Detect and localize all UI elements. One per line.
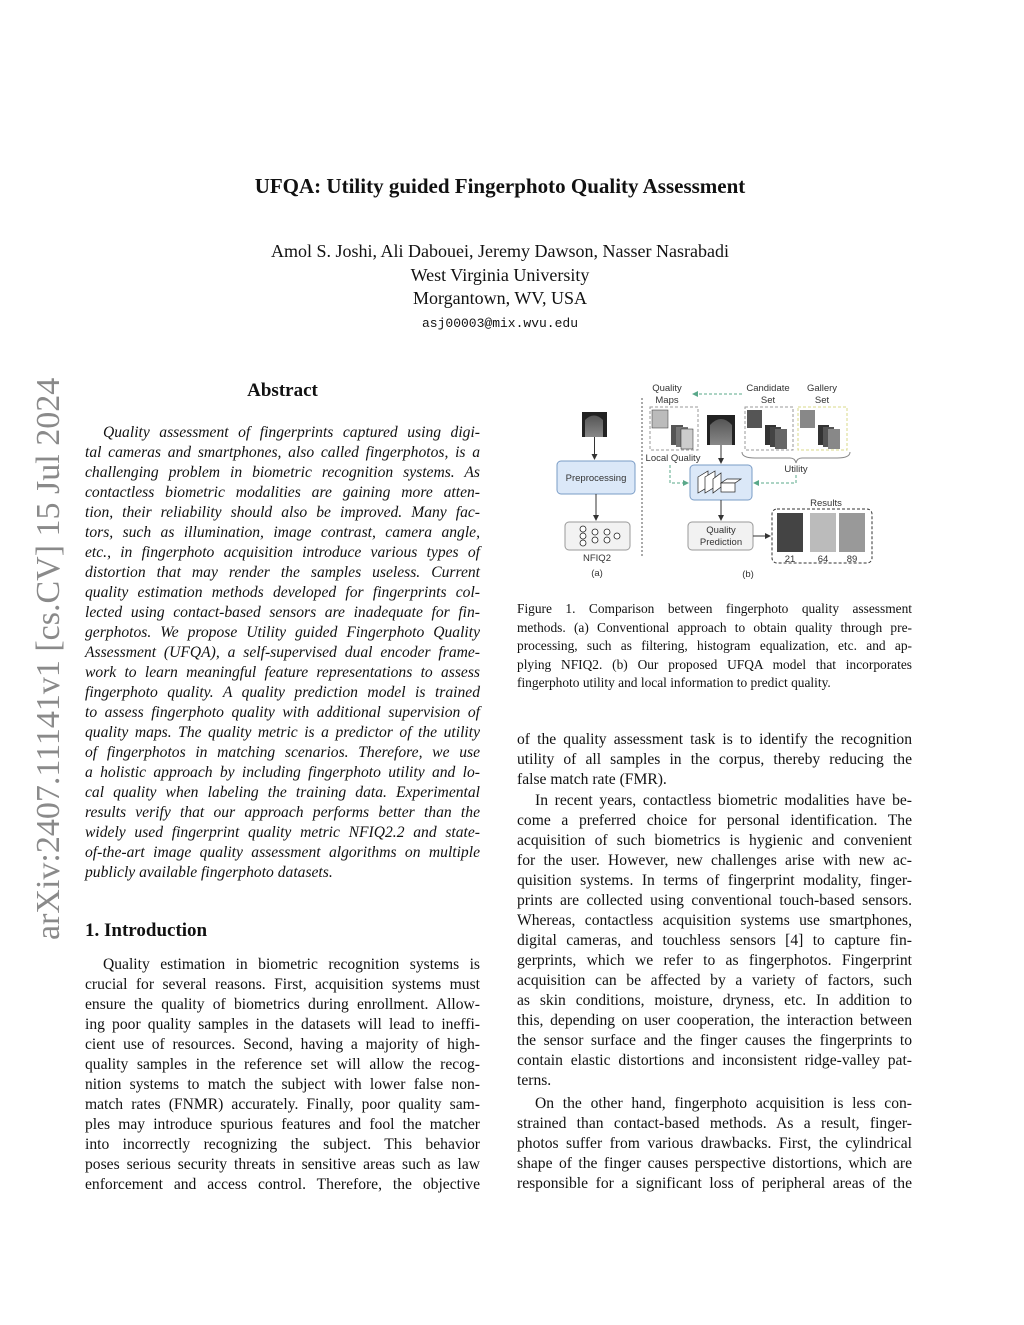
text-line: plying NFIQ2. (b) Our proposed UFQA model that incorporates [517, 656, 912, 672]
text-line: quality samples in the reference set will allow the recog- [85, 1056, 480, 1073]
local-quality-label: Local Quality [645, 453, 701, 464]
text-line: gerphotos. We propose Utility guided Fingerphoto Quality [85, 624, 480, 641]
text-line: contain elastic distortions and inconsistent ridge-valley pat- [517, 1052, 912, 1069]
text-line: challenging problem in biometric recognition systems. As [85, 464, 480, 481]
text-line: to assess fingerphoto quality with additional supervision of [85, 704, 480, 721]
text-line: digital cameras, and touchless sensors [4] to capture fin- [517, 932, 912, 949]
text-line: come a preferred choice for personal identification. The [517, 812, 912, 829]
text-line: cal quality when labeling the training data. Experimental [85, 784, 480, 801]
preprocessing-label: Preprocessing [565, 473, 627, 484]
text-line: the sensor surface and the finger causes the fingerprints to [517, 1032, 912, 1049]
abstract-body [85, 423, 480, 883]
utility-label: Utility [784, 464, 808, 475]
introduction-heading: 1. Introduction [85, 920, 208, 941]
figure-caption [517, 600, 912, 693]
text-line: enforcement and access control. Therefore, the objective [85, 1176, 480, 1193]
text-line: nition systems to match the subject with lower false non- [85, 1076, 480, 1093]
right-paragraph-1 [517, 730, 912, 790]
text-line: as skin conditions, moisture, dryness, etc. In addition to [517, 992, 912, 1009]
text-line: quality maps. The quality metric is a predictor of the utility [85, 724, 480, 741]
text-line: responsible for a significant loss of peripheral areas of the [517, 1175, 912, 1192]
text-line: for the user. However, new challenges arise with new ac- [517, 852, 912, 869]
text-line: distortion that may render the samples useless. Current [85, 564, 480, 581]
score-1: 21 [784, 554, 796, 565]
candidate-set-label-2: Set [760, 395, 776, 406]
text-line: tors, such as illumination, image contrast, camera angle, [85, 524, 480, 541]
result-image-high [839, 513, 865, 552]
text-line: widely used fingerprint quality metric NFIQ2.2 and state- [85, 824, 480, 841]
quality-maps-label: Quality [652, 383, 682, 394]
text-line: methods. (a) Conventional approach to obtain quality through pre- [517, 619, 912, 635]
text-line: tal cameras and smartphones, also called fingerphotos, is a [85, 444, 480, 461]
text-line: shape of the finger causes perspective distortions, which are [517, 1155, 912, 1172]
text-line: On the other hand, fingerphoto acquisition is less con- [535, 1095, 912, 1112]
text-line: fingerphoto utility and local information to predict quality. [517, 675, 831, 690]
text-line: this, depending on user cooperation, the interaction between [517, 1012, 912, 1029]
email: asj00003@mix.wvu.edu [421, 316, 579, 331]
text-line: of-the-art image quality assessment algorithms on multiple [85, 844, 480, 861]
text-line: ensure the quality of biometrics during enrollment. Allow- [85, 996, 480, 1013]
nfiq2-label: NFIQ2 [583, 553, 611, 564]
text-line: quality estimation methods developed for fingerprints col- [85, 584, 480, 601]
text-line: ing poor quality samples in the datasets will lead to ineffi- [85, 1016, 480, 1033]
text-line: Assessment (UFQA), a self-supervised dual encoder frame- [85, 644, 480, 661]
result-image-mid [810, 513, 836, 552]
text-line: prints are collected using conventional touch-based sensors. [517, 892, 912, 909]
text-line: utility of all samples in the corpus, thereby reducing the [517, 751, 912, 768]
text-line: strained than contact-based methods. As a result, finger- [517, 1115, 912, 1132]
text-line: quisition systems. In terms of fingerprint modality, finger- [517, 872, 912, 889]
figure-1 [545, 375, 885, 585]
gallery-set-label-2: Set [814, 395, 830, 406]
arxiv-identifier: arXiv:2407.11141v1 [cs.CV] 15 Jul 2024 [30, 377, 67, 940]
location: Morgantown, WV, USA [412, 288, 587, 308]
subfigure-b-label: (b) [742, 569, 754, 580]
text-line: false match rate (FMR). [517, 771, 667, 788]
text-line: tion, their reliability should also be improved. Many fac- [85, 504, 480, 521]
text-line: In recent years, contactless biometric modalities have be- [535, 792, 912, 809]
text-line: processing, such as filtering, histogram equalization, etc. and ap- [517, 638, 912, 653]
right-paragraph-3 [517, 1094, 912, 1194]
quality-maps-label-2: Maps [655, 395, 679, 406]
score-3: 89 [846, 554, 858, 565]
text-line: of the quality assessment task is to identify the recognition [517, 731, 912, 748]
text-line: contactless biometric modalities are gaining more atten- [85, 484, 480, 501]
text-line: Quality assessment of fingerprints captured using digi- [103, 424, 480, 441]
paper-title: UFQA: Utility guided Fingerphoto Quality Assessment [254, 174, 746, 198]
text-line: etc., in fingerphoto acquisition introduce various types of [85, 544, 480, 561]
text-line: results verify that our approach performs better than the [85, 804, 480, 821]
text-line: fingerphoto quality. A quality prediction model is trained [85, 684, 480, 701]
text-line: work to learn meaningful feature representations to assess [85, 664, 480, 681]
score-2: 64 [817, 554, 829, 565]
text-line: photos suffer from various drawbacks. First, the cylindrical [517, 1135, 912, 1152]
right-paragraph-2 [517, 791, 912, 1091]
text-line: crucial for several reasons. First, acquisition systems must [85, 976, 480, 993]
text-line: ples may introduce spurious features and fool the matcher [85, 1116, 480, 1133]
text-line: publicly available fingerphoto datasets. [85, 864, 333, 881]
text-line: gerprints, which we refer to as fingerphotos. Fingerprint [517, 952, 912, 969]
text-line: Quality estimation in biometric recognition systems is [103, 956, 480, 973]
subfigure-a-label: (a) [591, 568, 603, 579]
authors: Amol S. Joshi, Ali Dabouei, Jeremy Dawson, Nasser Nasrabadi [271, 241, 729, 261]
text-line: acquisition of such biometrics is hygienic and convenient [517, 832, 912, 849]
quality-prediction-label: Quality [706, 525, 736, 536]
text-line: acquisition can be affected by a variety of factors, such [517, 972, 912, 989]
text-line: poses serious security threats in sensitive areas such as law [85, 1156, 480, 1173]
abstract-heading: Abstract [247, 380, 318, 401]
text-line: of fingerphotos in matching scenarios. Therefore, we use [85, 744, 480, 761]
utility-brace [742, 452, 850, 463]
text-line: match rates (FNMR) accurately. Finally, poor quality sam- [85, 1096, 480, 1113]
affiliation: West Virginia University [410, 265, 590, 285]
quality-prediction-label-2: Prediction [699, 537, 743, 548]
text-line: Whereas, contactless acquisition systems use smartphones, [517, 912, 912, 929]
text-line: lected using contact-based sensors are inadequate for fin- [85, 604, 480, 621]
results-label: Results [810, 498, 842, 509]
introduction-paragraph [85, 955, 480, 1195]
result-image-low [777, 513, 803, 552]
candidate-set-label: Candidate [746, 383, 790, 394]
text-line: terns. [517, 1072, 552, 1089]
gallery-set-label: Gallery [806, 383, 838, 394]
text-line: into incorrectly recognizing the subject. This behavior [85, 1136, 480, 1153]
text-line: Figure 1. Comparison between fingerphoto quality assessment [517, 601, 912, 616]
text-line: cient use of resources. Second, having a majority of high- [85, 1036, 480, 1053]
text-line: a holistic approach by including fingerphoto utility and lo- [85, 764, 480, 781]
